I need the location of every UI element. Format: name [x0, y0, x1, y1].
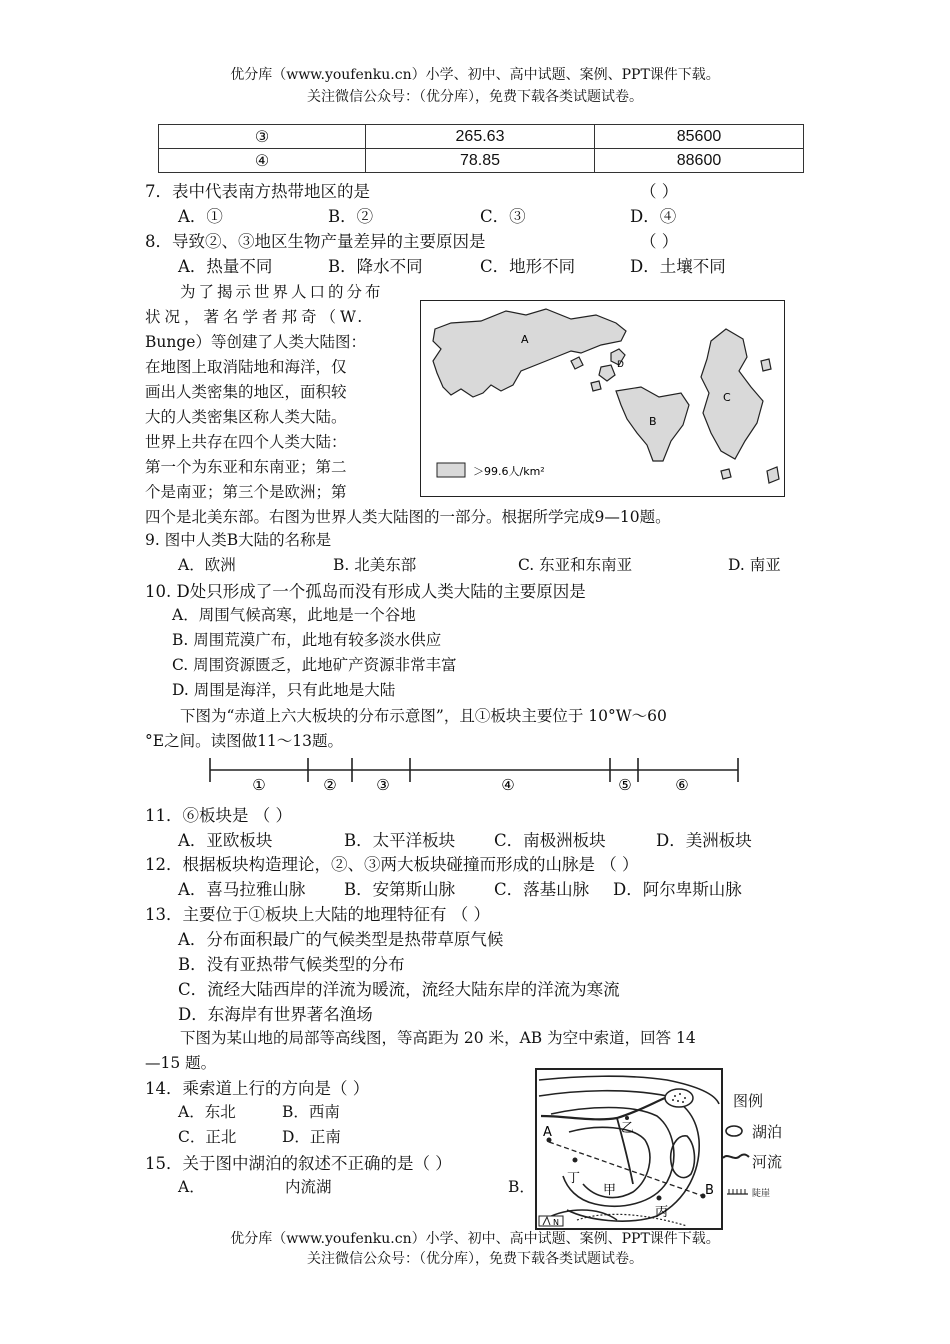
legend-river-icon [722, 1150, 750, 1164]
q12-option-b[interactable]: B．安第斯山脉 [344, 880, 456, 899]
q7-option-b[interactable]: B．② [328, 207, 374, 226]
map-label-c: C [723, 391, 731, 404]
q14-option-d[interactable]: D．正南 [282, 1128, 341, 1146]
page-header-line1: 优分库（www.youfenku.cn）小学、初中、高中试题、案例、PPT课件下载。 [230, 67, 720, 83]
q9-option-d[interactable]: D. 南亚 [728, 556, 781, 574]
q15-option-a-label[interactable]: A． [178, 1178, 205, 1196]
passage-line: 画出人类密集的地区，面积较 [145, 383, 347, 401]
q7-option-c[interactable]: C．③ [480, 207, 526, 226]
contour-line [539, 1091, 699, 1221]
point-ding [573, 1158, 578, 1163]
table-cell: 88600 [595, 149, 804, 173]
map-label-b: B [649, 415, 657, 428]
label-a: A [543, 1125, 552, 1140]
map-label-d: D [617, 360, 624, 370]
q7-stem: 7．表中代表南方热带地区的是 [145, 182, 370, 201]
q12-option-a[interactable]: A．喜马拉雅山脉 [178, 880, 306, 899]
q11-option-d[interactable]: D．美洲板块 [656, 831, 752, 850]
plates-intro-line2: °E之间。读图做11～13题。 [145, 732, 344, 750]
passage-line: 四个是北美东部。右图为世界人类大陆图的一部分。根据所学完成9—10题。 [145, 508, 671, 526]
legend-title: 图例 [733, 1092, 764, 1110]
table-cell: 85600 [595, 125, 804, 149]
legend-cliff-icon [726, 1186, 750, 1196]
q13-option-a[interactable]: A．分布面积最广的气候类型是热带草原气候 [178, 930, 504, 949]
lake-shape [665, 1089, 693, 1107]
passage-line: 世界上共存在四个人类大陆： [145, 433, 347, 451]
point-bing [657, 1196, 662, 1201]
island-shape [591, 381, 601, 391]
island-shape [571, 357, 583, 369]
human-continent-map-svg [421, 301, 783, 495]
label-yi: 乙 [621, 1121, 635, 1136]
legend-river-label: 河流 [752, 1153, 783, 1171]
river-line [541, 1098, 665, 1119]
north-label: N [553, 1218, 559, 1227]
q13-option-c[interactable]: C．流经大陆西岸的洋流为暖流，流经大陆东岸的洋流为寒流 [178, 980, 620, 999]
q11-option-c[interactable]: C．南极洲板块 [494, 831, 606, 850]
label-b: B [705, 1183, 714, 1198]
region-c-shape [701, 329, 763, 459]
label-bing: 丙 [655, 1205, 669, 1220]
table-cell: ③ [159, 125, 366, 149]
page-header-line2: 关注微信公众号：（优分库），免费下载各类试题试卷。 [307, 89, 643, 105]
q13-option-d[interactable]: D．东海岸有世界著名渔场 [178, 1005, 373, 1024]
table-row [159, 125, 804, 149]
plate-label-6: ⑥ [675, 776, 689, 794]
q13-option-b[interactable]: B．没有亚热带气候类型的分布 [178, 955, 405, 974]
q9-option-b[interactable]: B. 北美东部 [333, 556, 417, 574]
q8-paren: （ ） [640, 232, 679, 251]
passage-line: 个是南亚；第三个是欧洲；第 [145, 483, 347, 501]
plates-diagram [200, 756, 745, 798]
table-cell: ④ [159, 149, 366, 173]
q12-option-d[interactable]: D．阿尔卑斯山脉 [613, 880, 742, 899]
passage-line: 为了揭示世界人口的分布 [180, 283, 384, 301]
q14-option-a[interactable]: A．东北 [178, 1103, 236, 1121]
contour-map [535, 1068, 723, 1230]
label-ding: 丁 [567, 1171, 581, 1186]
q8-option-d[interactable]: D．土壤不同 [630, 257, 726, 276]
legend-cliff-label: 陡崖 [752, 1189, 771, 1199]
plate-label-2: ② [323, 776, 337, 794]
plate-label-3: ③ [376, 776, 390, 794]
q11-option-b[interactable]: B．太平洋板块 [344, 831, 456, 850]
q9-option-c[interactable]: C. 东亚和东南亚 [518, 556, 633, 574]
q13-stem: 13．主要位于①板块上大陆的地理特征有 （ ） [145, 905, 490, 924]
island-shape [599, 365, 615, 381]
q15-option-a-text[interactable]: 内流湖 [285, 1178, 332, 1196]
label-jia: 甲 [603, 1183, 617, 1198]
q7-paren: （ ） [640, 182, 679, 201]
q15-stem: 15．关于图中湖泊的叙述不正确的是（ ） [145, 1154, 452, 1173]
q8-option-b[interactable]: B．降水不同 [328, 257, 423, 276]
plate-label-1: ① [252, 776, 266, 794]
q11-stem: 11．⑥板块是 （ ） [145, 806, 292, 825]
point-yi [625, 1116, 629, 1120]
q11-option-a[interactable]: A．亚欧板块 [178, 831, 273, 850]
island-shape [767, 467, 779, 483]
island-shape [721, 469, 731, 479]
q14-option-c[interactable]: C．正北 [178, 1128, 237, 1146]
legend-lake-icon [724, 1124, 746, 1138]
q7-option-d[interactable]: D．④ [630, 207, 677, 226]
passage-line: 第一个为东亚和东南亚；第二 [145, 458, 347, 476]
page-footer-line1: 优分库（www.youfenku.cn）小学、初中、高中试题、案例、PPT课件下载。 [230, 1231, 720, 1247]
legend-density-text: ＞99.6人/km² [473, 465, 545, 478]
legend-lake-label: 湖泊 [752, 1123, 783, 1141]
human-continent-map [420, 300, 785, 497]
page-footer-line2: 关注微信公众号：（优分库），免费下载各类试题试卷。 [307, 1251, 643, 1267]
contour-intro-line2: —15 题。 [145, 1054, 217, 1072]
q10-stem: 10. D处只形成了一个孤岛而没有形成人类大陆的主要原因是 [145, 582, 586, 601]
passage-line: Bunge）等创建了人类大陆图： [145, 333, 366, 351]
contour-intro-line1: 下图为某山地的局部等高线图，等高距为 20 米，AB 为空中索道，回答 14 [180, 1029, 696, 1047]
q8-option-a[interactable]: A．热量不同 [178, 257, 273, 276]
q8-stem: 8．导致②、③地区生物产量差异的主要原因是 [145, 232, 486, 251]
q10-option-a[interactable]: A．周围气候高寒，此地是一个谷地 [172, 606, 416, 624]
plate-label-5: ⑤ [618, 776, 632, 794]
q14-stem: 14．乘索道上行的方向是（ ） [145, 1079, 370, 1098]
q10-option-b[interactable]: B. 周围荒漠广布，此地有较多淡水供应 [172, 631, 442, 649]
q15-option-b-label[interactable]: B． [508, 1178, 535, 1196]
north-box [539, 1216, 563, 1226]
q10-option-c[interactable]: C. 周围资源匮乏，此地矿产资源非常丰富 [172, 656, 457, 674]
passage-line: 状况，著名学者邦奇（W. [145, 308, 367, 326]
q10-option-d[interactable]: D. 周围是海洋，只有此地是大陆 [172, 681, 396, 699]
plates-intro-line1: 下图为“赤道上六大板块的分布示意图”，且①板块主要位于 10°W～60 [180, 707, 667, 725]
contour-map-svg [537, 1070, 721, 1228]
q9-stem: 9. 图中人类B大陆的名称是 [145, 531, 332, 549]
q12-option-c[interactable]: C．落基山脉 [494, 880, 590, 899]
data-table [158, 124, 804, 173]
plate-label-4: ④ [501, 776, 515, 794]
q12-stem: 12．根据板块构造理论，②、③两大板块碰撞而形成的山脉是 （ ） [145, 855, 639, 874]
q7-option-a[interactable]: A．① [178, 207, 223, 226]
island-shape [761, 359, 771, 371]
q9-option-a[interactable]: A．欧洲 [178, 556, 236, 574]
table-row [159, 149, 804, 173]
table-cell: 78.85 [366, 149, 595, 173]
passage-line: 大的人类密集区称人类大陆。 [145, 408, 347, 426]
passage-line: 在地图上取消陆地和海洋，仅 [145, 358, 347, 376]
legend-swatch [437, 463, 465, 477]
table-cell: 265.63 [366, 125, 595, 149]
q14-option-b[interactable]: B．西南 [282, 1103, 340, 1121]
q8-option-c[interactable]: C．地形不同 [480, 257, 576, 276]
map-label-a: A [521, 333, 529, 346]
